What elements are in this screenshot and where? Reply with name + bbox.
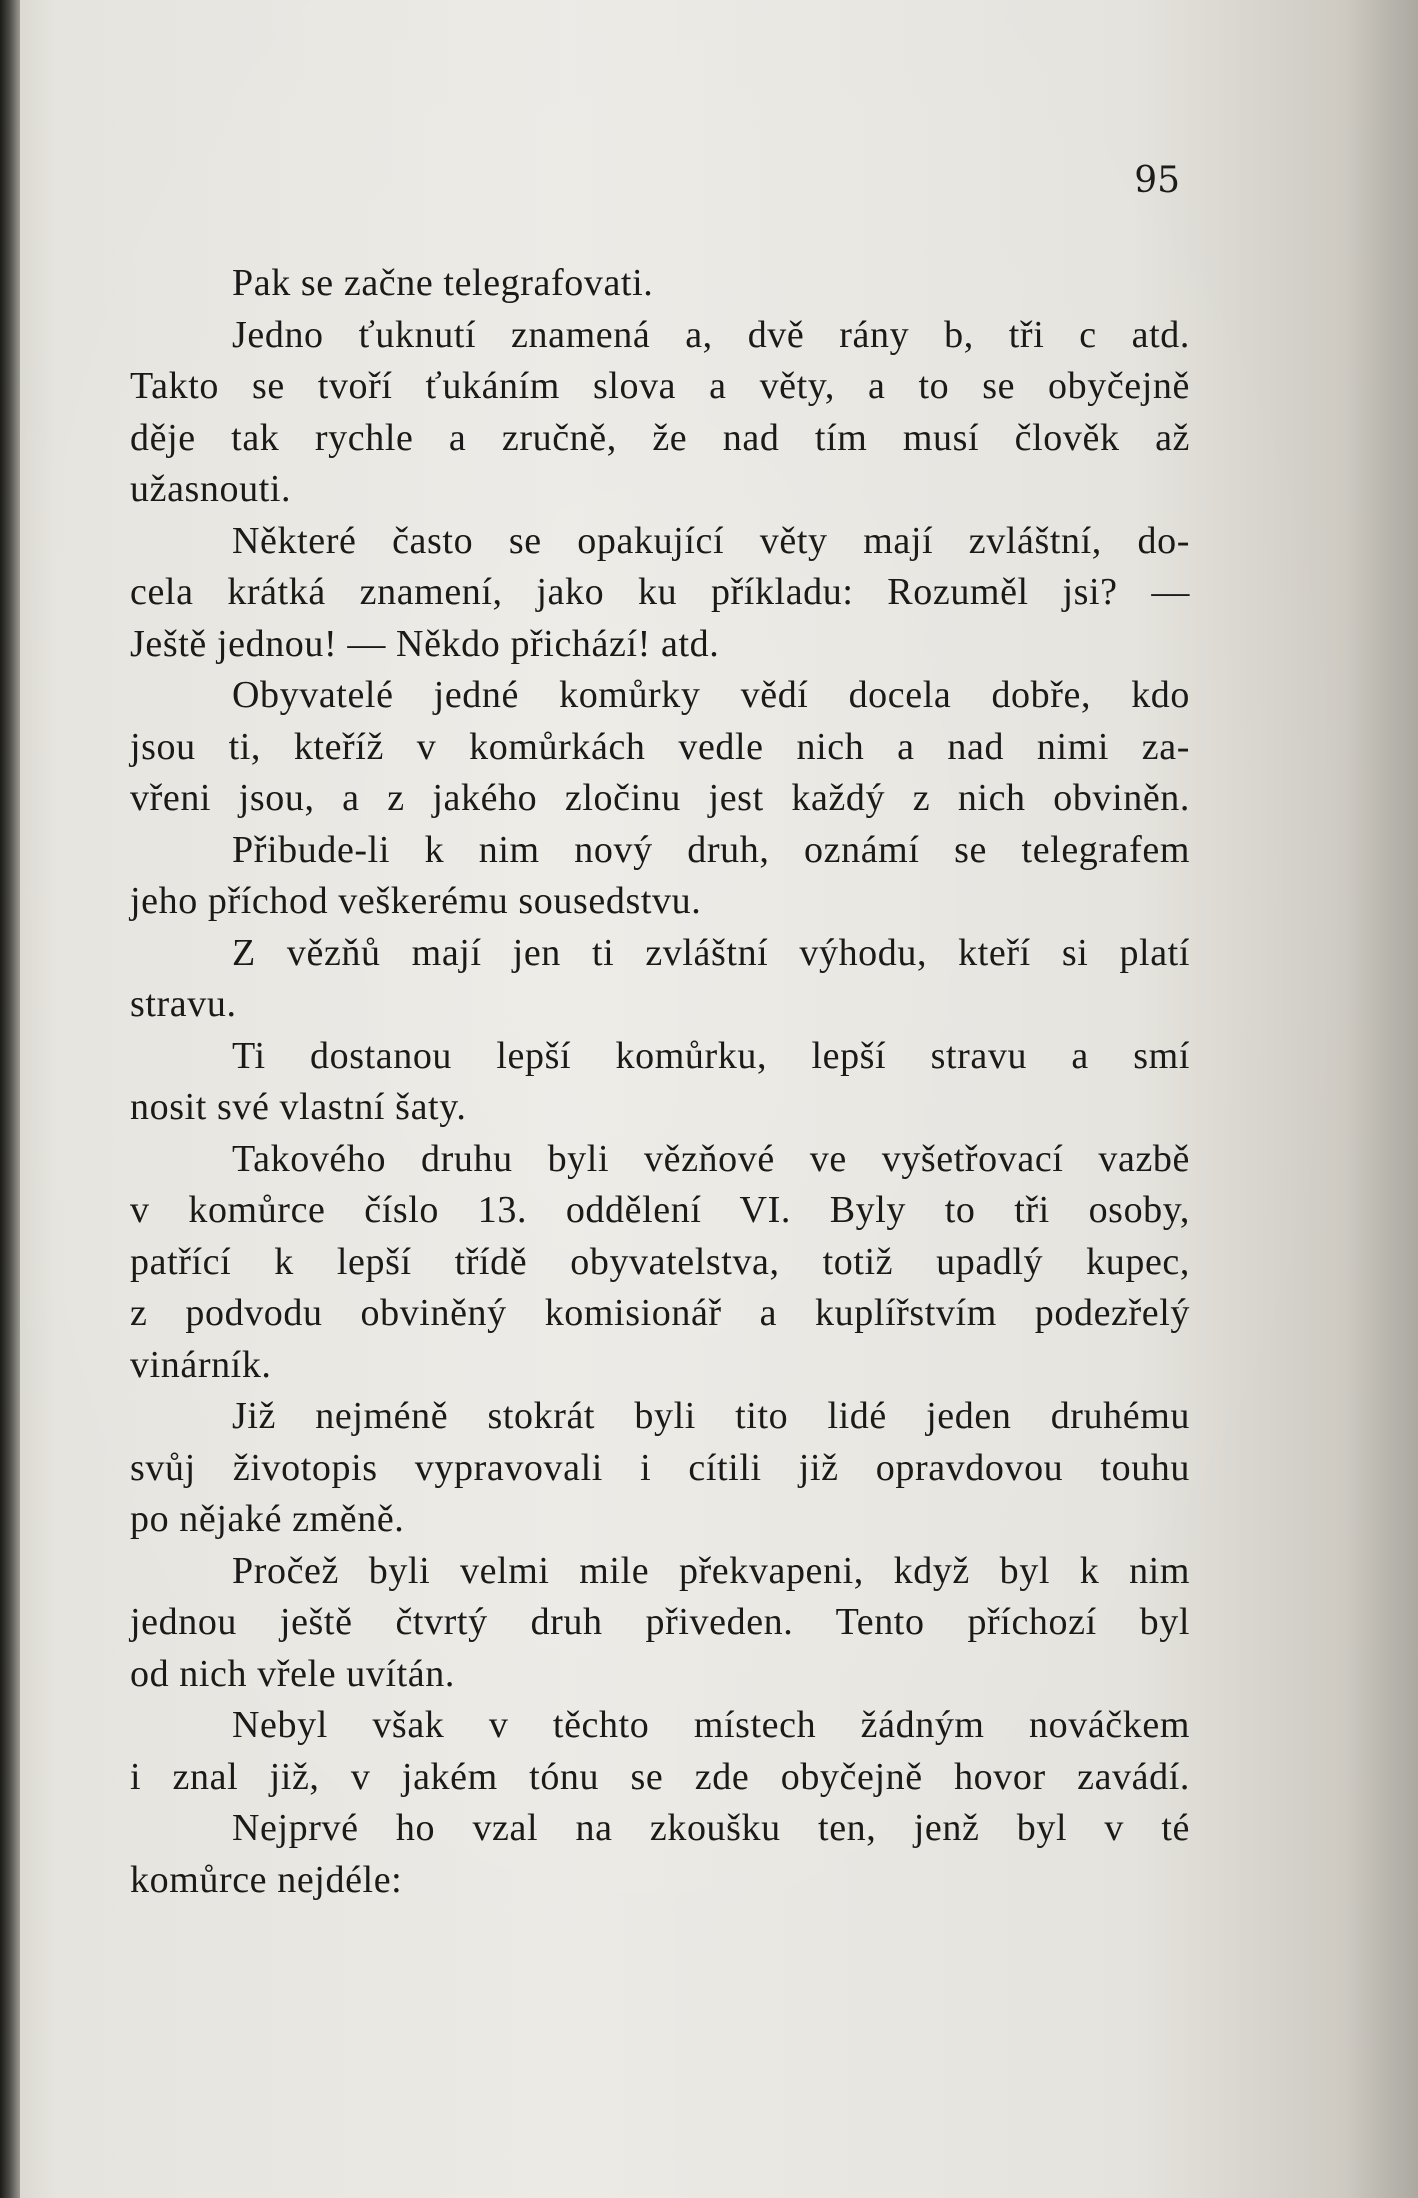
text-line: Pročež byli velmi mile překvapeni, když byl k nim <box>232 1549 1190 1592</box>
text-line: z podvodu obviněný komisionář a kuplířstvím podezřelý <box>130 1292 1190 1334</box>
text-line: užasnouti. <box>130 468 292 510</box>
text-line: i znal již, v jakém tónu se zde obyčejně hovor zavádí. <box>130 1755 1190 1798</box>
text-line: nosit své vlastní šaty. <box>130 1086 467 1128</box>
text-line: Pak se začne telegrafovati. <box>232 262 654 304</box>
text-line: Nejprvé ho vzal na zkoušku ten, jenž byl v té <box>232 1807 1190 1849</box>
text-line: Nebyl však v těchto místech žádným nováčkem <box>232 1704 1190 1746</box>
text-line: Ještě jednou! — Někdo přichází! atd. <box>130 622 720 665</box>
text-line: svůj životopis vypravovali i cítili již opravdovou touhu <box>130 1446 1190 1489</box>
text-line: Některé často se opakující věty mají zvláštní, do- <box>232 519 1190 562</box>
book-gutter-shadow <box>0 0 20 2198</box>
text-line: v komůrce číslo 13. oddělení VI. Byly to tři osoby, <box>130 1189 1190 1231</box>
text-line: vinárník. <box>130 1343 272 1386</box>
text-line: patřící k lepší třídě obyvatelstva, totiž upadlý kupec, <box>130 1240 1190 1283</box>
text-line: komůrce nejdéle: <box>130 1858 403 1901</box>
text-line: Přibude-li k nim nový druh, oznámí se telegrafem <box>232 828 1190 871</box>
body-text <box>130 258 1190 1906</box>
text-line: Jedno ťuknutí znamená a, dvě rány b, tři c atd. <box>232 313 1190 356</box>
text-line: Již nejméně stokrát byli tito lidé jeden druhému <box>232 1395 1190 1437</box>
page-edge-shadow <box>1348 0 1418 2198</box>
text-line: jeho příchod veškerému sousedstvu. <box>130 880 702 922</box>
text-line: vřeni jsou, a z jakého zločinu jest každý z nich obviněn. <box>130 777 1190 819</box>
text-line: děje tak rychle a zručně, že nad tím musí člověk až <box>130 416 1190 459</box>
text-line: Ti dostanou lepší komůrku, lepší stravu a smí <box>232 1034 1190 1077</box>
text-line: Takto se tvoří ťukáním slova a věty, a to se obyčejně <box>130 365 1190 407</box>
text-line: Takového druhu byli vězňové ve vyšetřovací vazbě <box>232 1137 1190 1180</box>
text-line: jednou ještě čtvrtý druh přiveden. Tento příchozí byl <box>130 1601 1190 1643</box>
text-line: Obyvatelé jedné komůrky vědí docela dobře, kdo <box>232 674 1190 716</box>
text-line: stravu. <box>130 983 237 1025</box>
text-line: Z vězňů mají jen ti zvláštní výhodu, kteří si platí <box>232 931 1190 974</box>
text-line: od nich vřele uvítán. <box>130 1652 455 1695</box>
page-number: 95 <box>1134 160 1180 201</box>
text-line: cela krátká znamení, jako ku příkladu: Rozuměl jsi? — <box>130 571 1190 613</box>
text-line: po nějaké změně. <box>130 1498 405 1540</box>
text-line: jsou ti, kteříž v komůrkách vedle nich a nad nimi za- <box>130 725 1190 768</box>
